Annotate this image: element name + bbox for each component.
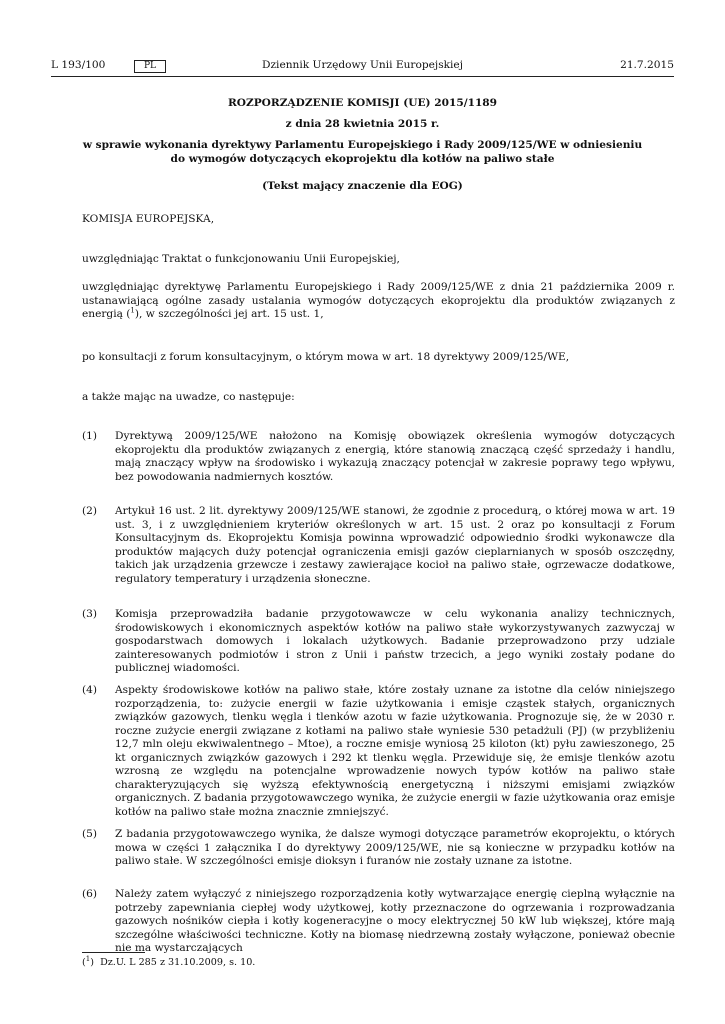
recital-text: Dyrektywą 2009/125/WE nałożono na Komisję obowiązek określenia wymogów dotyczących ekoprojektu dla produktów związanych z energią, które stanowią znaczącą część sprzedaży i handlu, mają znaczący wpływ na środowisko i wykazują znaczący potencjał w zakresie poprawy tego wpływu, bez powodowania nadmiernych kosztów.	[115, 430, 675, 483]
eea-relevance: (Tekst mający znaczenie dla EOG)	[262, 180, 463, 192]
recital	[82, 608, 675, 676]
regulation-date: z dnia 28 kwietnia 2015 r.	[285, 118, 440, 130]
recital-text: Aspekty środowiskowe kotłów na paliwo stałe, które zostały uznane za istotne dla celów niniejszego rozporządzenia, to: zużycie energii w fazie użytkowania i emisje cząstek stałych, organicznych związków gazowych, tlenku węgla i tlenków azotu w fazie użytkowania. Prognozuje się, że w 2030 r. roczne zużycie energii związane z kotłami na paliwo stałe wyniesie 530 petadżuli (PJ) (w przybliżeniu 12,7 mln oleju ekwiwalentnego – Mtoe), a roczne emisje wyniosą 25 kiloton (kt) pyłu zawieszonego, 25 kt organicznych związków gazowych i 292 kt tlenku węgla. Przewiduje się, że emisje tlenków azotu wzrosną ze względu na potencjalne wprowadzenie nowych typów kotłów na paliwo stałe charakteryzujących się wyższą efektywnością energetyczną i niższymi emisjami związków organicznych. Z badania przygotowawczego wynika, że zużycie energii w fazie użytkowania oraz emisje kotłów na paliwo stałe można znacznie zmniejszyć.	[115, 684, 675, 818]
publication-date: 21.7.2015	[620, 59, 674, 71]
footnote: ($^1$) Dz.U. L 285 z 31.10.2009, s. 10.	[82, 954, 256, 968]
preamble-directive-text-end: ), w szczególności jej art. 15 ust. 1,	[134, 308, 324, 320]
preamble-commission: KOMISJA EUROPEJSKA,	[82, 213, 215, 225]
recital	[82, 828, 675, 869]
preamble-whereas: a także mając na uwadze, co następuje:	[82, 391, 295, 403]
recital	[82, 430, 675, 484]
regulation-subject-line1: w sprawie wykonania dyrektywy Parlamentu Europejskiego i Rady 2009/125/WE w odniesieniu	[82, 139, 643, 151]
page-header	[51, 59, 674, 75]
regulation-subject-line2: do wymogów dotyczących ekoprojektu dla kotłów na paliwo stałe	[170, 152, 555, 165]
footnote-mark: 1	[85, 954, 91, 963]
recital	[82, 505, 675, 586]
recital-number: (2)	[82, 505, 98, 517]
recital	[82, 888, 675, 956]
journal-series: L 193/100	[51, 59, 106, 71]
preamble-treaty: uwzględniając Traktat o funkcjonowaniu Unii Europejskiej,	[82, 253, 400, 265]
recital-text: Należy zatem wyłączyć z niniejszego rozporządzenia kotły wytwarzające energię cieplną wyłącznie na potrzeby zapewniania ciepłej wody użytkowej, kotły przeznaczone do ogrzewania i rozprowadzania gazowych nośników ciepła i kotły kogeneracyjne o mocy elektrycznej 50 kW lub większej, które mają szczególne właściwości techniczne. Kotły na biomasę niedrzewną zostały wyłączone, ponieważ obecnie nie ma wystarczających	[115, 888, 675, 954]
recital-text: Z badania przygotowawczego wynika, że dalsze wymogi dotyczące parametrów ekoprojektu, o których mowa w części 1 załącznika I do dyrektywy 2009/125/WE, nie są konieczne w przypadku kotłów na paliwo stałe. W szczególności emisje dioksyn i furanów nie zostały uznane za istotne.	[115, 828, 675, 867]
footnote-text: Dz.U. L 285 z 31.10.2009, s. 10.	[100, 957, 256, 968]
preamble-directive-text: uwzględniając dyrektywę Parlamentu Europejskiego i Rady 2009/125/WE z dnia 21 października 2009 r. ustanawiającą ogólne zasady ustalania wymogów dotyczących ekoprojektu dla produktów związanych z energią (	[82, 281, 675, 320]
recital-number: (4)	[82, 684, 98, 696]
recital-text: Komisja przeprowadziła badanie przygotowawcze w celu wykonania analizy technicznych, środowiskowych i ekonomicznych aspektów kotłów na paliwo stałe wykorzystywanych zazwyczaj w gospodarstwach domowych i lokalach użytkowych. Badanie przeprowadzono przy udziale zainteresowanych podmiotów i stron z Unii i państw trzecich, a jego wyniki zostały podane do publicznej wiadomości.	[115, 608, 675, 674]
journal-title: Dziennik Urzędowy Unii Europejskiej	[261, 59, 463, 71]
language-badge: PL	[134, 60, 166, 73]
footnote-reference[interactable]: 1	[130, 306, 135, 315]
header-rule	[51, 76, 674, 77]
recital-number: (5)	[82, 828, 98, 840]
recital-number: (6)	[82, 888, 98, 900]
recital	[82, 684, 675, 819]
regulation-subject	[51, 139, 674, 166]
preamble-consultation: po konsultacji z forum konsultacyjnym, o którym mowa w art. 18 dyrektywy 2009/125/WE,	[82, 351, 570, 363]
recital-number: (3)	[82, 608, 98, 620]
footnote-rule	[82, 952, 145, 953]
recital-text: Artykuł 16 ust. 2 lit. dyrektywy 2009/125/WE stanowi, że zgodnie z procedurą, o której mowa w art. 19 ust. 3, i z uwzględnieniem kryteriów określonych w art. 15 ust. 2 oraz po konsultacji z Forum Konsultacyjnym ds. Ekoprojektu Komisja powinna wprowadzić odpowiednio środki wykonawcze dla produktów mających duży potencjał ograniczenia emisji gazów cieplarnianych w sposób oszczędny, takich jak urządzenia grzewcze i zestawy zawierające kocioł na paliwo stałe, ogrzewacze dodatkowe, regulatory temperatury i urządzenia słoneczne.	[115, 505, 675, 585]
recital-number: (1)	[82, 430, 98, 442]
preamble-directive	[82, 281, 675, 322]
regulation-title: ROZPORZĄDZENIE KOMISJI (UE) 2015/1189	[227, 97, 498, 109]
